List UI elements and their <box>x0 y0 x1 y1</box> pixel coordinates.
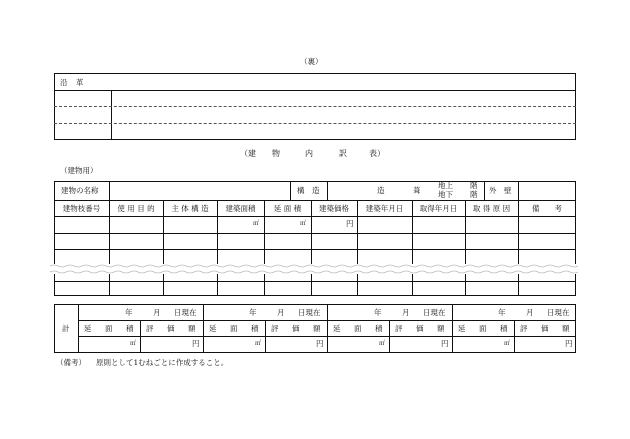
v-c9 <box>518 200 519 296</box>
col-building-area: 建築面積 <box>225 204 256 213</box>
v-c1 <box>109 200 110 296</box>
kai-unit-1: 階 <box>470 181 478 190</box>
building-name-label: 建物の名称 <box>61 186 99 195</box>
v-r1-a <box>109 181 110 200</box>
note-label: （備考） <box>56 358 86 367</box>
g0-yen: 円 <box>192 339 200 348</box>
totals-v-label <box>78 304 79 353</box>
structure-label: 構 造 <box>297 186 320 195</box>
v-r1-b <box>290 181 291 200</box>
g0-tsuki: 月 <box>153 308 161 317</box>
g2-hyoka-3: 額 <box>437 324 445 333</box>
g1-nobe-2: 面 <box>230 324 238 333</box>
totals-v-3 <box>452 304 453 353</box>
g2-hyoka-2: 価 <box>416 324 424 333</box>
g2-nobe-2: 面 <box>354 324 362 333</box>
g3-m2: ㎡ <box>504 340 511 347</box>
totals-sv-3 <box>514 320 515 353</box>
g2-nobe-3: 積 <box>375 324 383 333</box>
g1-hyoka-2: 価 <box>292 324 300 333</box>
history-line <box>54 90 576 91</box>
v-c4 <box>264 200 265 296</box>
totals-sv-0 <box>140 320 141 353</box>
note-text: 原則として1むねごとに作成すること。 <box>96 358 229 367</box>
totals-sv-2 <box>389 320 390 353</box>
col-build-date: 建築年月日 <box>365 204 404 213</box>
title-char-2: 物 <box>272 149 280 158</box>
g0-hyoka-2: 価 <box>167 324 175 333</box>
g2-nobe-1: 延 <box>333 324 341 333</box>
g2-hyoka-1: 評 <box>395 324 403 333</box>
unit-m2-1: ㎡ <box>253 220 260 227</box>
g3-nobe-3: 積 <box>500 324 508 333</box>
col-acquire-reason: 取 得 原 因 <box>472 204 511 213</box>
v-r1-e <box>518 181 519 200</box>
g1-nobe-1: 延 <box>209 324 217 333</box>
totals-v-2 <box>327 304 328 353</box>
title-char-5: 表） <box>369 149 385 158</box>
subtitle: （建物用） <box>60 166 98 175</box>
g3-yen: 円 <box>565 339 573 348</box>
col-edaban: 建物枝番号 <box>62 204 101 213</box>
g2-nen: 年 <box>374 308 382 317</box>
v-r1-d <box>484 181 485 200</box>
g3-hyoka-2: 価 <box>541 324 549 333</box>
table-line-4 <box>54 249 576 250</box>
v-c3 <box>217 200 218 296</box>
g1-nobe-3: 積 <box>251 324 259 333</box>
g1-hyoka-3: 額 <box>313 324 321 333</box>
g3-nobe-1: 延 <box>458 324 466 333</box>
g1-yen: 円 <box>316 339 324 348</box>
g3-hyoka-1: 評 <box>520 324 528 333</box>
history-dash-1 <box>54 106 576 107</box>
chika-label: 地下 <box>438 190 453 199</box>
unit-m2-2: ㎡ <box>300 220 307 227</box>
kai-label: 葺 <box>413 186 421 195</box>
unit-yen: 円 <box>346 219 354 228</box>
col-acquire-date: 取得年月日 <box>419 204 458 213</box>
g0-hyoka-1: 評 <box>146 324 154 333</box>
col-building-price: 建築価格 <box>319 204 349 213</box>
back-side-mark: （裏） <box>300 57 323 66</box>
v-c5 <box>311 200 312 296</box>
chijou-label: 地上 <box>438 181 453 190</box>
g1-nen: 年 <box>249 308 257 317</box>
g2-genzai: 日現在 <box>423 308 446 317</box>
table-line-6 <box>54 281 576 282</box>
g0-genzai: 日現在 <box>174 308 197 317</box>
totals-sv-1 <box>265 320 266 353</box>
col-purpose: 使 用 目 的 <box>117 204 155 213</box>
g0-nobe-1: 延 <box>84 324 92 333</box>
history-label-1: 沿 <box>60 78 68 87</box>
title-char-4: 訳 <box>339 149 347 158</box>
title-char-3: 内 <box>305 149 313 158</box>
table-line-3 <box>54 233 576 234</box>
history-divider <box>111 90 112 140</box>
g3-nobe-2: 面 <box>479 324 487 333</box>
v-c6 <box>357 200 358 296</box>
g2-tsuki: 月 <box>402 308 410 317</box>
totals-v-1 <box>203 304 204 353</box>
history-label-2: 革 <box>76 78 84 87</box>
table-line-2 <box>54 216 576 217</box>
g1-m2: ㎡ <box>255 340 262 347</box>
g0-nobe-2: 面 <box>105 324 113 333</box>
v-r1-c <box>327 181 328 200</box>
g0-nobe-3: 積 <box>126 324 134 333</box>
g1-tsuki: 月 <box>277 308 285 317</box>
g0-hyoka-3: 額 <box>188 324 196 333</box>
break-mark <box>50 264 580 274</box>
title-char-1: （建 <box>240 149 256 158</box>
g1-hyoka-1: 評 <box>271 324 279 333</box>
g3-hyoka-3: 額 <box>562 324 570 333</box>
v-c8 <box>465 200 466 296</box>
g0-nen: 年 <box>125 308 133 317</box>
gaiheki-label: 外 壁 <box>489 186 512 195</box>
building-table <box>54 181 576 296</box>
v-c2 <box>163 200 164 296</box>
g3-genzai: 日現在 <box>547 308 570 317</box>
g3-tsuki: 月 <box>526 308 534 317</box>
col-main-structure: 主 体 構 造 <box>171 204 209 213</box>
kai-unit-2: 階 <box>470 190 478 199</box>
table-line-1 <box>54 200 576 201</box>
totals-label: 計 <box>62 324 70 333</box>
g2-m2: ㎡ <box>379 340 386 347</box>
v-c7 <box>412 200 413 296</box>
col-floor-area: 延 面 積 <box>273 204 302 213</box>
g1-genzai: 日現在 <box>298 308 321 317</box>
history-dash-2 <box>54 123 576 124</box>
g0-m2: ㎡ <box>130 340 137 347</box>
col-remarks: 備 考 <box>532 204 562 213</box>
g2-yen: 円 <box>441 339 449 348</box>
zou-label: 造 <box>377 186 385 195</box>
g3-nen: 年 <box>498 308 506 317</box>
